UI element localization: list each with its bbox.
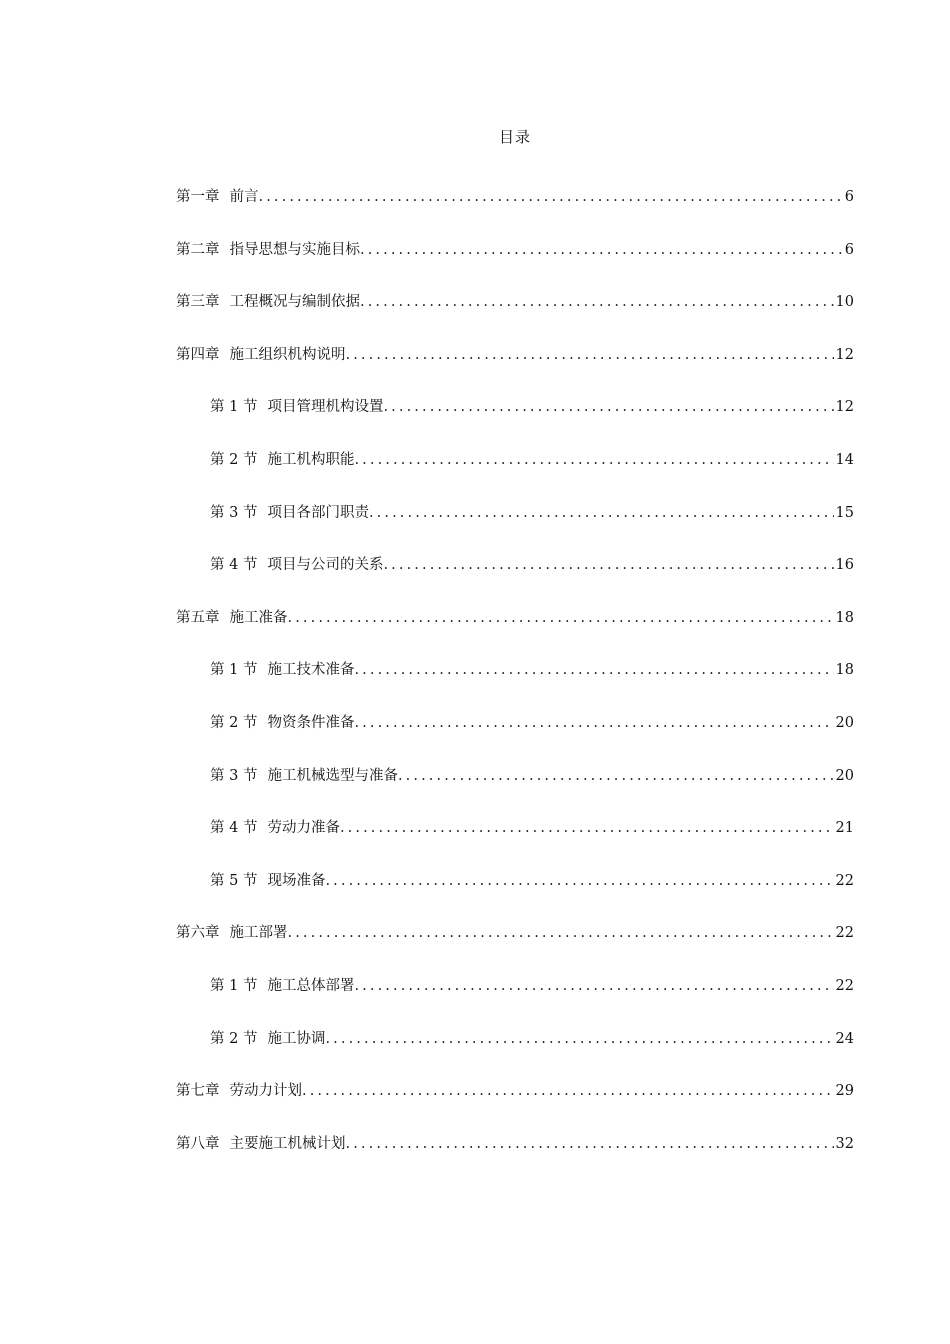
toc-entry[interactable] bbox=[176, 506, 854, 559]
toc-page-number: 24 bbox=[835, 1030, 854, 1047]
toc-entry-label bbox=[210, 821, 340, 836]
toc-dot-leader bbox=[288, 611, 834, 626]
toc-entry[interactable] bbox=[176, 400, 854, 453]
toc-entry-text: 施工机械选型与准备 bbox=[267, 767, 398, 784]
toc-entry-prefix: 第二章 bbox=[176, 241, 220, 258]
toc-page-number: 21 bbox=[835, 820, 854, 837]
toc-entry-label bbox=[176, 611, 288, 626]
toc-dot-leader bbox=[325, 874, 833, 889]
toc-entry[interactable] bbox=[176, 663, 854, 716]
toc-page-number: 20 bbox=[835, 714, 854, 731]
toc-entry-prefix: 第 1 节 bbox=[210, 662, 258, 679]
toc-page-number: 14 bbox=[835, 451, 854, 468]
toc-entry[interactable] bbox=[176, 243, 854, 296]
toc-entry-prefix: 第 3 节 bbox=[210, 504, 258, 521]
toc-entry[interactable] bbox=[176, 348, 854, 401]
toc-entry-label bbox=[210, 453, 354, 468]
toc-dot-leader bbox=[288, 926, 834, 941]
toc-entry-prefix: 第三章 bbox=[176, 294, 220, 311]
toc-entry-text: 指导思想与实施目标 bbox=[229, 241, 360, 258]
toc-page-number: 12 bbox=[835, 399, 854, 416]
toc-page-number: 22 bbox=[835, 925, 854, 942]
toc-entry-text: 施工组织机构说明 bbox=[229, 346, 346, 363]
toc-dot-leader bbox=[346, 348, 834, 363]
toc-entry-prefix: 第六章 bbox=[176, 925, 220, 942]
toc-title: 目录 bbox=[498, 128, 531, 146]
toc-entry[interactable] bbox=[176, 979, 854, 1032]
toc-page-number: 6 bbox=[844, 241, 854, 258]
toc-entry-prefix: 第 4 节 bbox=[210, 557, 258, 574]
toc-page-number: 32 bbox=[835, 1135, 854, 1152]
toc-entry-text: 劳动力计划 bbox=[229, 1083, 302, 1100]
toc-dot-leader bbox=[360, 295, 834, 310]
toc-entry-prefix: 第 2 节 bbox=[210, 714, 258, 731]
toc-entry-prefix: 第 2 节 bbox=[210, 1030, 258, 1047]
toc-page-number: 22 bbox=[835, 872, 854, 889]
toc-entry-text: 施工准备 bbox=[229, 609, 288, 626]
toc-entry[interactable] bbox=[176, 453, 854, 506]
toc-entry-label bbox=[210, 979, 354, 994]
toc-dot-leader bbox=[354, 979, 833, 994]
toc-dot-leader bbox=[360, 243, 843, 258]
toc-entry-label bbox=[176, 348, 346, 363]
toc-entry-label bbox=[210, 1032, 325, 1047]
toc-entry-label bbox=[210, 874, 325, 889]
toc-entry[interactable] bbox=[176, 558, 854, 611]
toc-page-number: 29 bbox=[835, 1083, 854, 1100]
toc-entry-prefix: 第五章 bbox=[176, 609, 220, 626]
table-of-contents bbox=[176, 190, 854, 1189]
toc-dot-leader bbox=[398, 769, 834, 784]
toc-entry-label bbox=[176, 926, 288, 941]
toc-entry-label bbox=[210, 769, 398, 784]
toc-page-number: 18 bbox=[835, 662, 854, 679]
toc-entry-label bbox=[210, 400, 383, 415]
toc-entry-text: 施工部署 bbox=[229, 925, 288, 942]
toc-entry[interactable] bbox=[176, 874, 854, 927]
toc-page-number: 12 bbox=[835, 346, 854, 363]
toc-entry-label bbox=[176, 190, 259, 205]
toc-entry-label bbox=[210, 716, 354, 731]
toc-page-number: 15 bbox=[835, 504, 854, 521]
toc-page-number: 10 bbox=[835, 294, 854, 311]
toc-entry-prefix: 第 4 节 bbox=[210, 820, 258, 837]
toc-entry[interactable] bbox=[176, 1084, 854, 1137]
toc-dot-leader bbox=[383, 400, 833, 415]
toc-entry-prefix: 第 1 节 bbox=[210, 977, 258, 994]
toc-entry-label bbox=[176, 295, 360, 310]
toc-entry-text: 施工总体部署 bbox=[267, 977, 355, 994]
toc-entry-label bbox=[176, 1137, 346, 1152]
toc-entry[interactable] bbox=[176, 716, 854, 769]
toc-entry-prefix: 第一章 bbox=[176, 189, 220, 205]
toc-entry-prefix: 第七章 bbox=[176, 1083, 220, 1100]
toc-entry[interactable] bbox=[176, 821, 854, 874]
toc-entry-label bbox=[210, 506, 369, 521]
toc-dot-leader bbox=[340, 821, 834, 836]
toc-entry[interactable] bbox=[176, 295, 854, 348]
toc-entry-prefix: 第四章 bbox=[176, 346, 220, 363]
toc-entry-prefix: 第八章 bbox=[176, 1135, 220, 1152]
toc-entry-label bbox=[176, 243, 360, 258]
toc-page-number: 18 bbox=[835, 609, 854, 626]
toc-entry-text: 施工技术准备 bbox=[267, 662, 355, 679]
toc-page-number: 22 bbox=[835, 977, 854, 994]
toc-entry-text: 项目与公司的关系 bbox=[267, 557, 384, 574]
toc-dot-leader bbox=[325, 1032, 833, 1047]
toc-entry-prefix: 第 5 节 bbox=[210, 872, 258, 889]
toc-dot-leader bbox=[346, 1137, 834, 1152]
toc-entry-label bbox=[210, 663, 354, 678]
toc-entry-text: 劳动力准备 bbox=[267, 820, 340, 837]
toc-entry-text: 施工协调 bbox=[267, 1030, 326, 1047]
toc-dot-leader bbox=[302, 1084, 834, 1099]
toc-entry[interactable] bbox=[176, 926, 854, 979]
toc-dot-leader bbox=[354, 453, 833, 468]
toc-entry-text: 主要施工机械计划 bbox=[229, 1135, 346, 1152]
toc-dot-leader bbox=[354, 663, 833, 678]
toc-dot-leader bbox=[383, 558, 833, 573]
toc-entry-text: 项目各部门职责 bbox=[267, 504, 369, 521]
toc-entry[interactable] bbox=[176, 1032, 854, 1085]
toc-entry[interactable] bbox=[176, 611, 854, 664]
toc-entry[interactable] bbox=[176, 1137, 854, 1190]
toc-entry-text: 物资条件准备 bbox=[267, 714, 355, 731]
toc-entry-text: 前言 bbox=[229, 189, 259, 205]
toc-dot-leader bbox=[354, 716, 833, 731]
toc-page-number: 16 bbox=[835, 557, 854, 574]
toc-entry[interactable] bbox=[176, 190, 854, 243]
toc-entry-prefix: 第 2 节 bbox=[210, 451, 258, 468]
toc-entry-prefix: 第 3 节 bbox=[210, 767, 258, 784]
toc-entry-text: 工程概况与编制依据 bbox=[229, 294, 360, 311]
toc-entry-text: 现场准备 bbox=[267, 872, 326, 889]
toc-entry-prefix: 第 1 节 bbox=[210, 399, 258, 416]
toc-entry-label bbox=[210, 558, 383, 573]
toc-entry[interactable] bbox=[176, 769, 854, 822]
toc-page-number: 6 bbox=[844, 189, 854, 205]
toc-page-number: 20 bbox=[835, 767, 854, 784]
toc-entry-text: 项目管理机构设置 bbox=[267, 399, 384, 416]
toc-dot-leader bbox=[259, 190, 843, 205]
toc-entry-label bbox=[176, 1084, 302, 1099]
toc-entry-text: 施工机构职能 bbox=[267, 451, 355, 468]
toc-dot-leader bbox=[369, 506, 834, 521]
